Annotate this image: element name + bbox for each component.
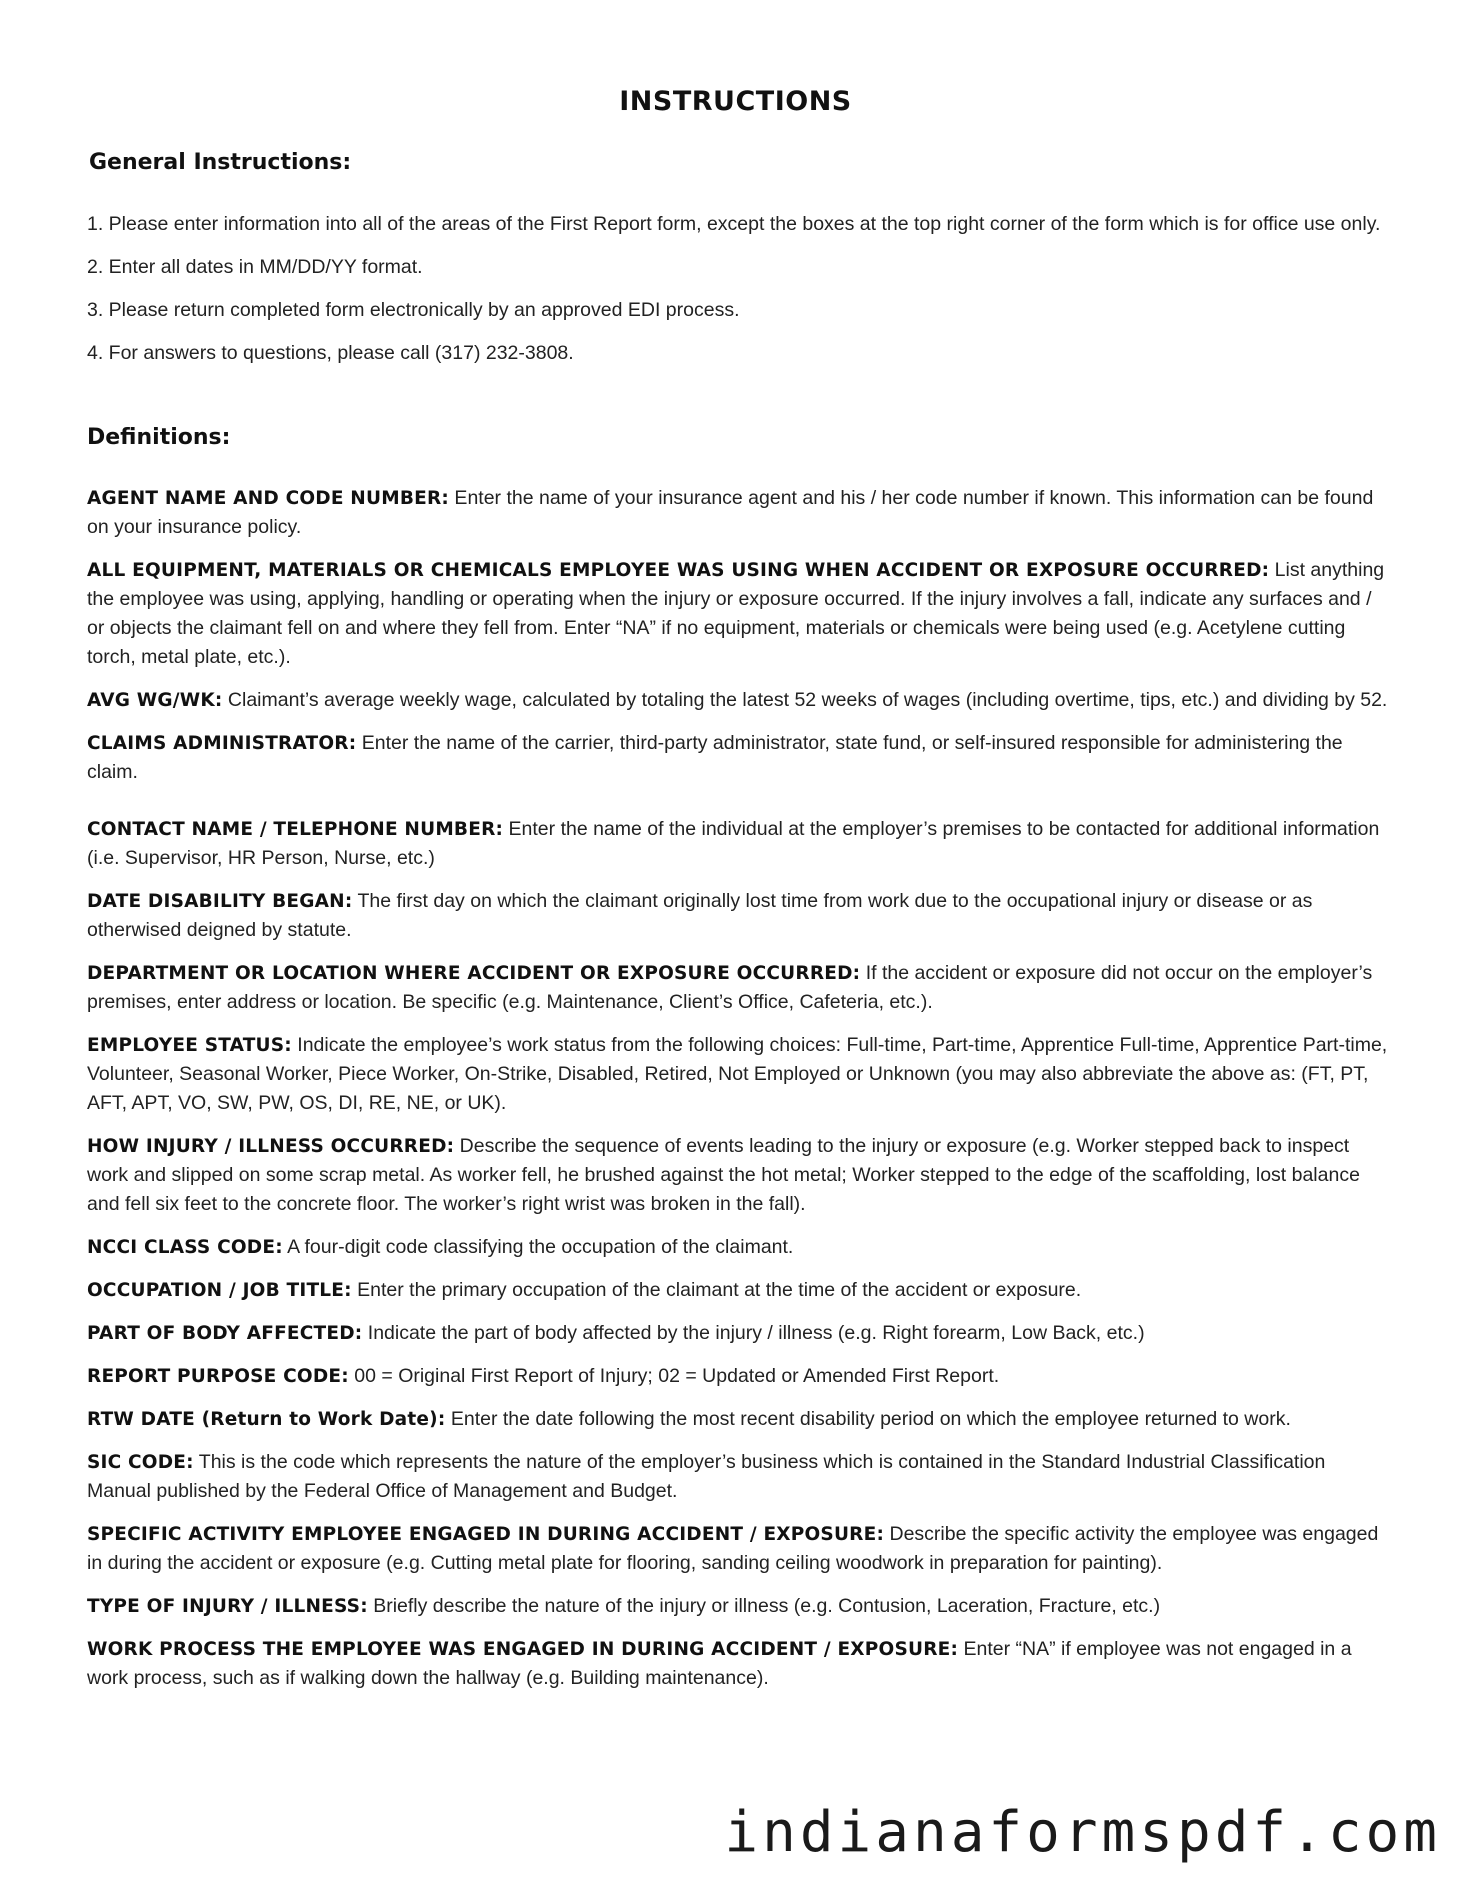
definition-term: AGENT NAME AND CODE NUMBER: [87, 488, 450, 509]
definition-text: Enter the date following the most recent disability period on which the employee returned to work. [445, 1408, 1291, 1430]
definition-text: The first day on which the claimant originally lost time from work due to the occupational injury or disease or as otherwised deigned by statute. [87, 890, 1313, 941]
definition-text: Enter the primary occupation of the claimant at the time of the accident or exposure. [351, 1279, 1082, 1301]
definition-term: ALL EQUIPMENT, MATERIALS OR CHEMICALS EMPLOYEE WAS USING WHEN ACCIDENT OR EXPOSURE OCCURRED: [87, 560, 1270, 581]
definition-text: Claimant’s average weekly wage, calculated by totaling the latest 52 weeks of wages (including overtime, tips, etc.) and dividing by 52. [222, 689, 1388, 711]
definition-text: If the accident or exposure did not occur on the employer’s premises, enter address or location. Be specific (e.g. Maintenance, Client’s Office, Cafeteria, etc.). [87, 962, 1373, 1013]
definition-term: WORK PROCESS THE EMPLOYEE WAS ENGAGED IN DURING ACCIDENT / EXPOSURE: [87, 1639, 959, 1660]
definition-item [87, 1592, 1389, 1621]
definition-term: NCCI CLASS CODE: [87, 1237, 283, 1258]
definition-text: A four-digit code classifying the occupation of the claimant. [282, 1236, 794, 1258]
definition-item [87, 1132, 1389, 1219]
definition-item [87, 1405, 1389, 1434]
definition-item [87, 484, 1389, 542]
general-instructions-heading: General Instructions: [89, 150, 352, 175]
definition-item [87, 1276, 1389, 1305]
definition-item [87, 1362, 1389, 1391]
definition-text: Enter “NA” if employee was not engaged in a work process, such as if walking down the hallway (e.g. Building maintenance). [87, 1638, 1352, 1689]
definition-term: OCCUPATION / JOB TITLE: [87, 1280, 352, 1301]
definition-item [87, 1233, 1389, 1262]
definition-text: Describe the sequence of events leading to the injury or exposure (e.g. Worker stepped back to inspect work and slipped on some scrap metal. As worker fell, he brushed against the hot metal; Worker stepped to the edge of the scaffolding, lost balance and fell six feet to the concrete floor. The worker’s right wrist was broken in the fall). [87, 1135, 1360, 1215]
definition-text: Describe the specific activity the employee was engaged in during the accident or exposure (e.g. Cutting metal plate for flooring, sanding ceiling woodwork in preparation for painting). [87, 1523, 1379, 1574]
definition-text: 00 = Original First Report of Injury; 02 = Updated or Amended First Report. [348, 1365, 1000, 1387]
definition-item [87, 686, 1389, 715]
instruction-item: 2. Enter all dates in MM/DD/YY format. [87, 256, 423, 278]
definition-term: HOW INJURY / ILLNESS OCCURRED: [87, 1136, 455, 1157]
watermark-text: indianaformspdf.com [724, 1800, 1441, 1865]
definition-text: List anything the employee was using, applying, handling or operating when the injury or exposure occurred. If the injury involves a fall, indicate any surfaces and / or objects the claimant fell on and where they fell from. Enter “NA” if no equipment, materials or chemicals were being used (e.g. Acetylene cutting torch, metal plate, etc.). [87, 559, 1385, 668]
definition-item [87, 556, 1389, 672]
definitions-list [87, 484, 1389, 1707]
instruction-item: 1. Please enter information into all of the areas of the First Report form, except the boxes at the top right corner of the form which is for office use only. [87, 213, 1381, 235]
definition-term: SIC CODE: [87, 1452, 194, 1473]
definition-term: AVG WG/WK: [87, 690, 223, 711]
definition-term: CONTACT NAME / TELEPHONE NUMBER: [87, 819, 504, 840]
definition-item [87, 959, 1389, 1017]
definition-item [87, 1520, 1389, 1578]
definition-term: CLAIMS ADMINISTRATOR: [87, 733, 357, 754]
definition-term: PART OF BODY AFFECTED: [87, 1323, 363, 1344]
definition-text: Indicate the employee’s work status from the following choices: Full-time, Part-time, Apprentice Full-time, Apprentice Part-time, Volunteer, Seasonal Worker, Piece Worker, On-Strike, Disabled, Retired, Not Employed or Unknown (you may also abbreviate the above as: (FT, PT, AFT, APT, VO, SW, PW, OS, DI, RE, NE, or UK). [87, 1034, 1388, 1114]
definitions-heading: Definitions: [87, 425, 231, 450]
general-instructions-list [87, 210, 1387, 382]
definition-item [87, 1448, 1389, 1506]
definition-text: Enter the name of your insurance agent and his / her code number if known. This information can be found on your insurance policy. [87, 487, 1374, 538]
definition-term: RTW DATE (Return to Work Date): [87, 1409, 446, 1430]
definition-term: TYPE OF INJURY / ILLNESS: [87, 1596, 368, 1617]
definition-term: DEPARTMENT OR LOCATION WHERE ACCIDENT OR EXPOSURE OCCURRED: [87, 963, 861, 984]
definition-item [87, 1635, 1389, 1693]
definition-text: This is the code which represents the nature of the employer’s business which is contained in the Standard Industrial Classification Manual published by the Federal Office of Management and Budget. [87, 1451, 1326, 1502]
instruction-item: 3. Please return completed form electronically by an approved EDI process. [87, 299, 740, 321]
definition-term: SPECIFIC ACTIVITY EMPLOYEE ENGAGED IN DURING ACCIDENT / EXPOSURE: [87, 1524, 885, 1545]
definition-term: DATE DISABILITY BEGAN: [87, 891, 353, 912]
definition-item [87, 1319, 1389, 1348]
definition-term: EMPLOYEE STATUS: [87, 1035, 292, 1056]
definition-item [87, 815, 1389, 873]
definition-text: Enter the name of the carrier, third-party administrator, state fund, or self-insured responsible for administering the claim. [87, 732, 1343, 783]
definition-item [87, 1031, 1389, 1118]
definition-item [87, 887, 1389, 945]
definition-text: Indicate the part of body affected by the injury / illness (e.g. Right forearm, Low Back, etc.) [362, 1322, 1145, 1344]
page-title: INSTRUCTIONS [619, 86, 852, 117]
instruction-item: 4. For answers to questions, please call (317) 232-3808. [87, 342, 574, 364]
definition-item [87, 729, 1389, 787]
definition-text: Briefly describe the nature of the injury or illness (e.g. Contusion, Laceration, Fracture, etc.) [367, 1595, 1161, 1617]
definition-term: REPORT PURPOSE CODE: [87, 1366, 349, 1387]
definition-text: Enter the name of the individual at the employer’s premises to be contacted for additional information (i.e. Supervisor, HR Person, Nurse, etc.) [87, 818, 1380, 869]
